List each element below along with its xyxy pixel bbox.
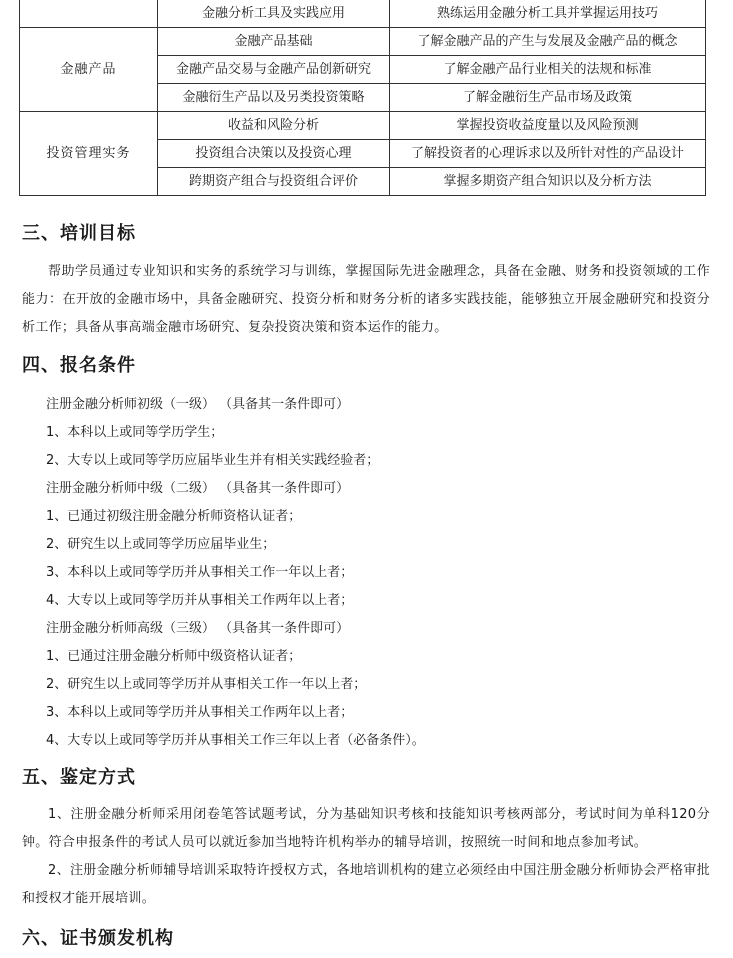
topic-cell: 收益和风险分析 — [158, 112, 390, 140]
topic-cell: 金融产品基础 — [158, 28, 390, 56]
list-item: 2、大专以上或同等学历应届毕业生并有相关实践经验者； — [46, 453, 380, 468]
training-goals-paragraph: 帮助学员通过专业知识和实务的系统学习与训练，掌握国际先进金融理念，具备在金融、财务和投资领域的工作能力：在开放的金融市场中，具备金融研究、投资分析和财务分析的诸多实践技能，能够独立开展金融研究和投资分析工作；具备从事高端金融市场研究、复杂投资决策和资本运作的能力。 — [22, 264, 710, 335]
section-heading-certificate-issuer: 六、证书颁发机构 — [22, 928, 174, 949]
list-item: 注册金融分析师高级（三级） （具备其一条件即可） — [46, 621, 350, 636]
list-item: 2、研究生以上或同等学历应届毕业生； — [46, 537, 276, 552]
goal-cell: 了解金融产品行业相关的法规和标准 — [390, 56, 706, 84]
topic-cell: 跨期资产组合与投资组合评价 — [158, 168, 390, 196]
registration-conditions-list — [46, 391, 425, 755]
topic-cell: 金融产品交易与金融产品创新研究 — [158, 56, 390, 84]
section-heading-registration: 四、报名条件 — [22, 355, 136, 376]
table-row — [20, 0, 706, 28]
goal-cell: 熟练运用金融分析工具并掌握运用技巧 — [390, 0, 706, 28]
list-item: 注册金融分析师初级（一级） （具备其一条件即可） — [46, 397, 350, 412]
list-item: 1、已通过注册金融分析师中级资格认证者； — [46, 649, 302, 664]
topic-cell: 金融分析工具及实践应用 — [158, 0, 390, 28]
goal-cell: 了解金融衍生产品市场及政策 — [390, 84, 706, 112]
section-heading-assessment: 五、鉴定方式 — [22, 767, 136, 788]
section-heading-training-goals: 三、培训目标 — [22, 223, 136, 244]
table-row — [20, 28, 706, 56]
assessment-paragraph-2: 2、注册金融分析师辅导培训采取特许授权方式，各地培训机构的建立必须经由中国注册金融分析师协会严格审批和授权才能开展培训。 — [22, 863, 710, 906]
list-item: 4、大专以上或同等学历并从事相关工作两年以上者； — [46, 593, 354, 608]
goal-cell: 了解金融产品的产生与发展及金融产品的概念 — [390, 28, 706, 56]
list-item: 注册金融分析师中级（二级） （具备其一条件即可） — [46, 481, 350, 496]
assessment-paragraph-1: 1、注册金融分析师采用闭卷笔答试题考试，分为基础知识考核和技能知识考核两部分，考试时间为单科120分钟。符合申报条件的考试人员可以就近参加当地特许机构举办的辅导培训，按照统一时间和地点参加考试。 — [22, 807, 710, 850]
curriculum-table — [19, 0, 706, 196]
category-cell: 金融产品 — [20, 28, 158, 112]
list-item: 2、研究生以上或同等学历并从事相关工作一年以上者； — [46, 677, 367, 692]
goal-cell: 掌握多期资产组合知识以及分析方法 — [390, 168, 706, 196]
list-item: 1、本科以上或同等学历学生； — [46, 425, 224, 440]
topic-cell: 金融衍生产品以及另类投资策略 — [158, 84, 390, 112]
goal-cell: 掌握投资收益度量以及风险预测 — [390, 112, 706, 140]
category-cell: 投资管理实务 — [20, 112, 158, 196]
list-item: 1、已通过初级注册金融分析师资格认证者； — [46, 509, 302, 524]
list-item: 3、本科以上或同等学历并从事相关工作两年以上者； — [46, 705, 354, 720]
list-item: 4、大专以上或同等学历并从事相关工作三年以上者（必备条件）。 — [46, 733, 425, 748]
list-item: 3、本科以上或同等学历并从事相关工作一年以上者； — [46, 565, 354, 580]
table-row — [20, 112, 706, 140]
goal-cell: 了解投资者的心理诉求以及所针对性的产品设计 — [390, 140, 706, 168]
topic-cell: 投资组合决策以及投资心理 — [158, 140, 390, 168]
category-cell — [20, 0, 158, 28]
